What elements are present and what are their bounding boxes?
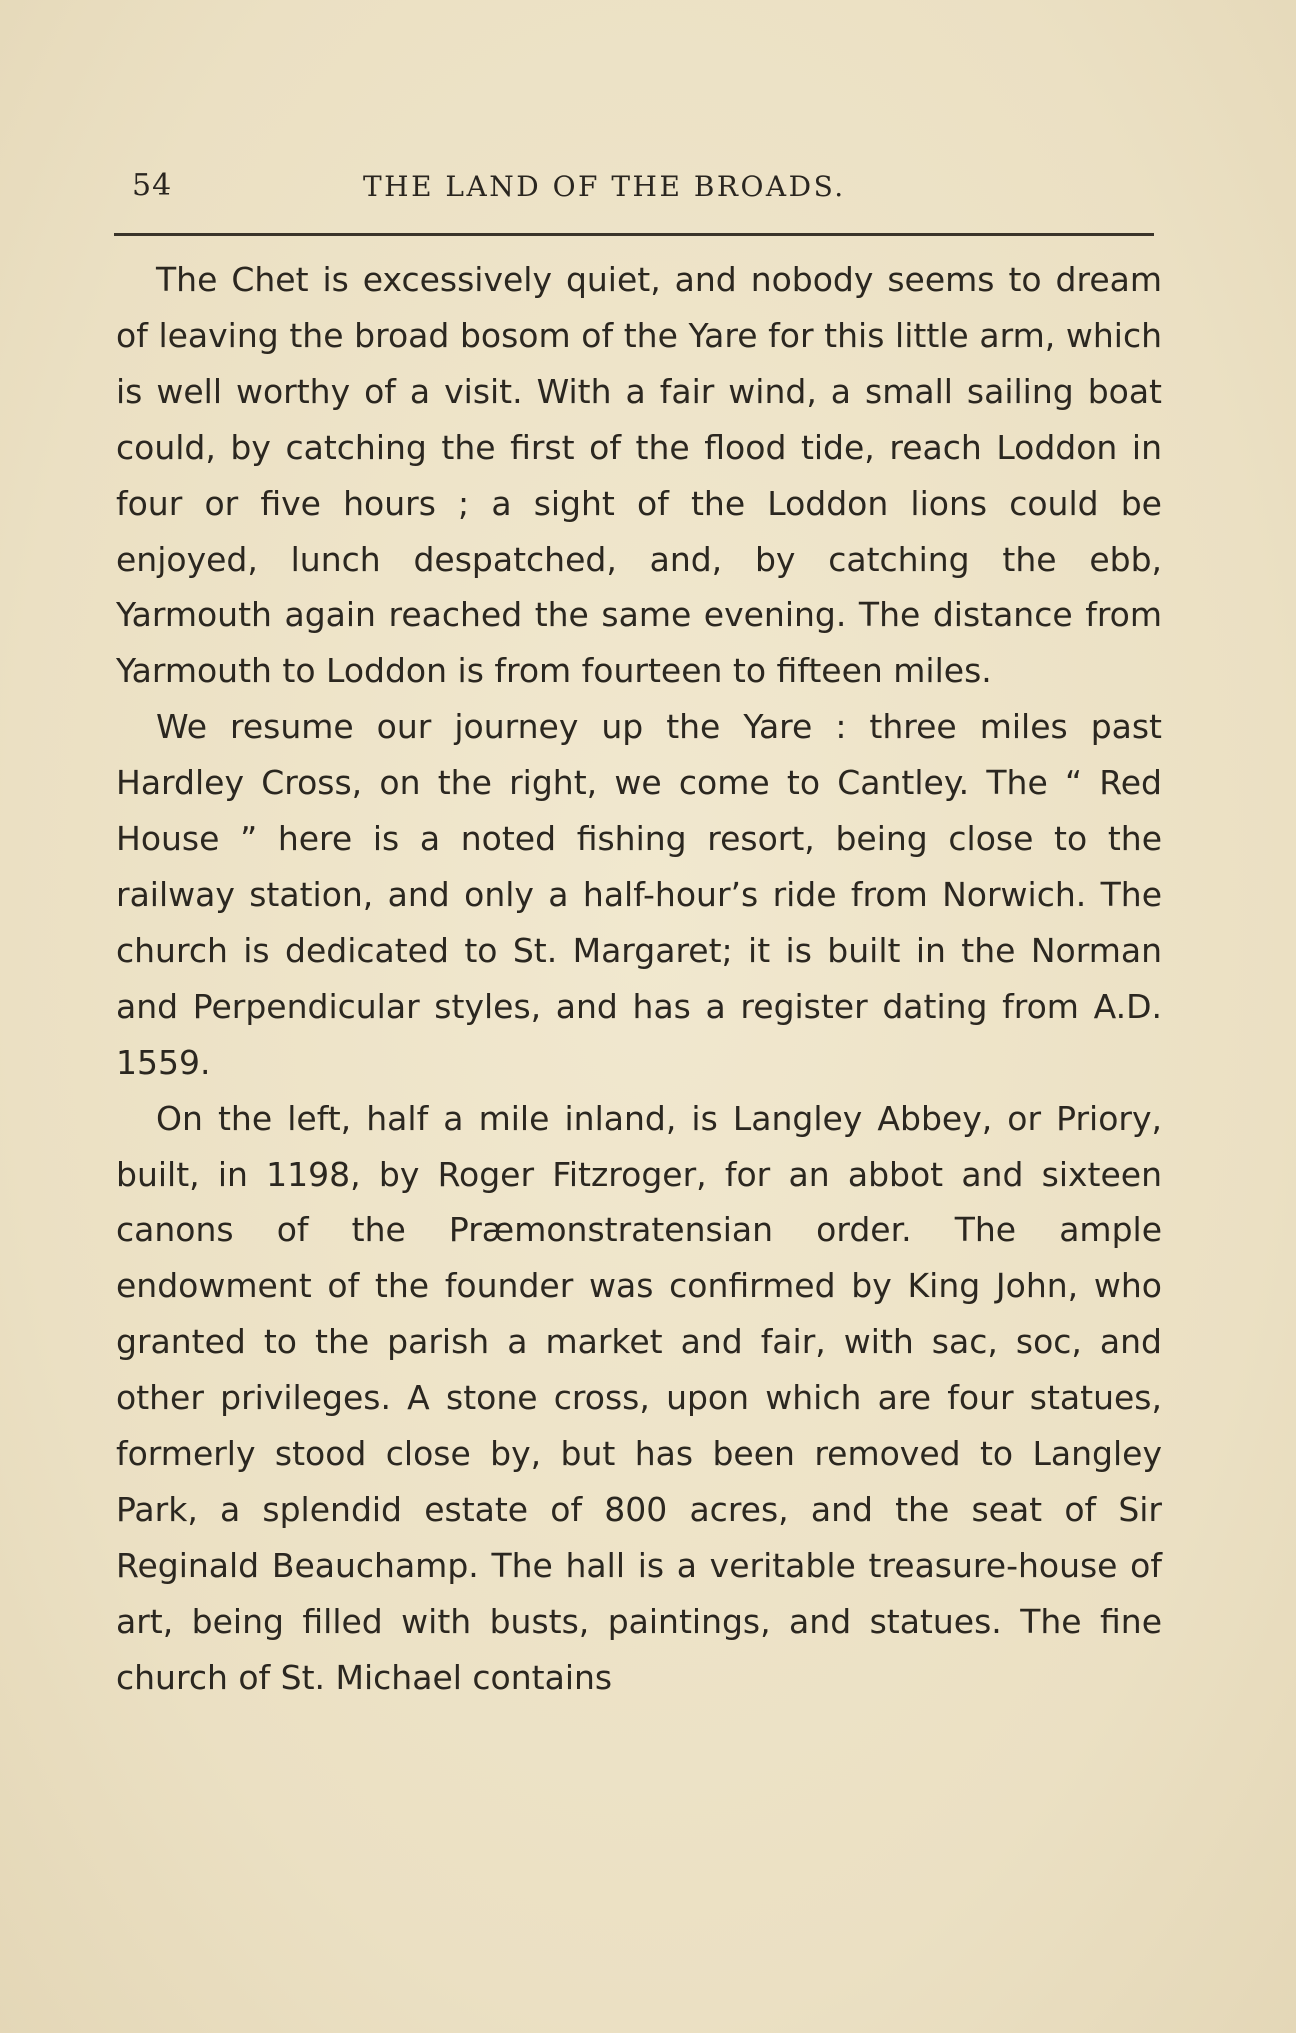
header-rule	[114, 233, 1154, 236]
page-number: 54	[132, 168, 173, 203]
paragraph-chet: The Chet is excessively quiet, and nobody seems to dream of leaving the broad bosom of the Yare for this little arm, which is well worthy of a visit. With a fair wind, a small sailing boat could, by catching the first of the flood tide, reach Loddon in four or five hours ; a sight of the Loddon lions could be enjoyed, lunch despatched, and, by catching the ebb, Yarmouth again reached the same evening. The distance from Yarmouth to Loddon is from fourteen to fifteen miles.	[116, 260, 1162, 691]
paragraph-langley: On the left, half a mile inland, is Langley Abbey, or Priory, built, in 1198, by Roger Fitzroger, for an abbot and sixteen canons of the Præmonstratensian order. The ample endowment of the founder was confirmed by King John, who granted to the parish a market and fair, with sac, soc, and other privileges. A stone cross, upon which are four statues, formerly stood close by, but has been removed to Langley Park, a splendid estate of 800 acres, and the seat of Sir Reginald Beauchamp. The hall is a veritable treasure-house of art, being filled with busts, paintings, and statues. The fine church of St. Michael contains	[116, 1098, 1162, 1697]
page-header	[130, 168, 1160, 218]
body-text	[116, 252, 1162, 1706]
running-title: THE LAND OF THE BROADS.	[363, 170, 846, 203]
paragraph-cantley: We resume our journey up the Yare : three miles past Hardley Cross, on the right, we come to Cantley. The “ Red House ” here is a noted fishing resort, being close to the railway station, and only a half-hour’s ride from Norwich. The church is dedicated to St. Margaret; it is built in the Norman and Perpendicular styles, and has a register dating from A.D. 1559.	[116, 707, 1162, 1082]
